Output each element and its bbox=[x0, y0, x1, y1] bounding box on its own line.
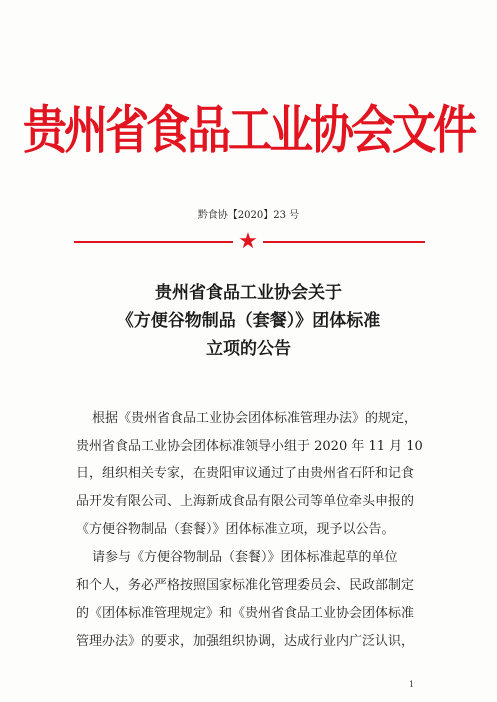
body-paragraph-line: 和个人，务必严格按照国家标准化管理委员会、民政部制定 bbox=[76, 578, 415, 593]
announcement-title-line-2: 《方便谷物制品（套餐）》团体标准 bbox=[116, 311, 381, 331]
red-rule-left bbox=[74, 241, 233, 243]
body-paragraph-line: 《方便谷物制品（套餐）》团体标准立项，现予以公告。 bbox=[76, 522, 395, 537]
document-number: 黔食协【2020】23 号 bbox=[197, 210, 300, 221]
red-star-icon: ★ bbox=[238, 229, 258, 254]
red-rule-right bbox=[263, 241, 425, 243]
body-paragraph-line: 根据《贵州省食品工业协会团体标准管理办法》的规定， bbox=[92, 411, 418, 426]
body-paragraph-line: 的《团体标准管理规定》和《贵州省食品工业协会团体标准 bbox=[76, 606, 415, 621]
announcement-title-line-1: 贵州省食品工业协会关于 bbox=[155, 283, 342, 303]
letterhead-title: 贵州省食品工业协会文件 bbox=[23, 100, 474, 161]
body-paragraph-line: 日，组织相关专家，在贵阳审议通过了由贵州省石阡和记食 bbox=[76, 466, 415, 481]
body-paragraph-line: 请参与《方便谷物制品（套餐）》团体标准起草的单位 bbox=[92, 550, 398, 565]
body-paragraph-line: 品开发有限公司、上海新成食品有限公司等单位牵头申报的 bbox=[76, 494, 415, 509]
body-paragraph-line: 管理办法》的要求，加强组织协调，达成行业内广泛认识， bbox=[76, 634, 415, 649]
page-number: 1 bbox=[409, 680, 415, 689]
body-paragraph-line: 贵州省食品工业协会团体标准领导小组于 2020 年 11 月 10 bbox=[76, 439, 423, 454]
announcement-title-line-3: 立项的公告 bbox=[206, 339, 291, 359]
